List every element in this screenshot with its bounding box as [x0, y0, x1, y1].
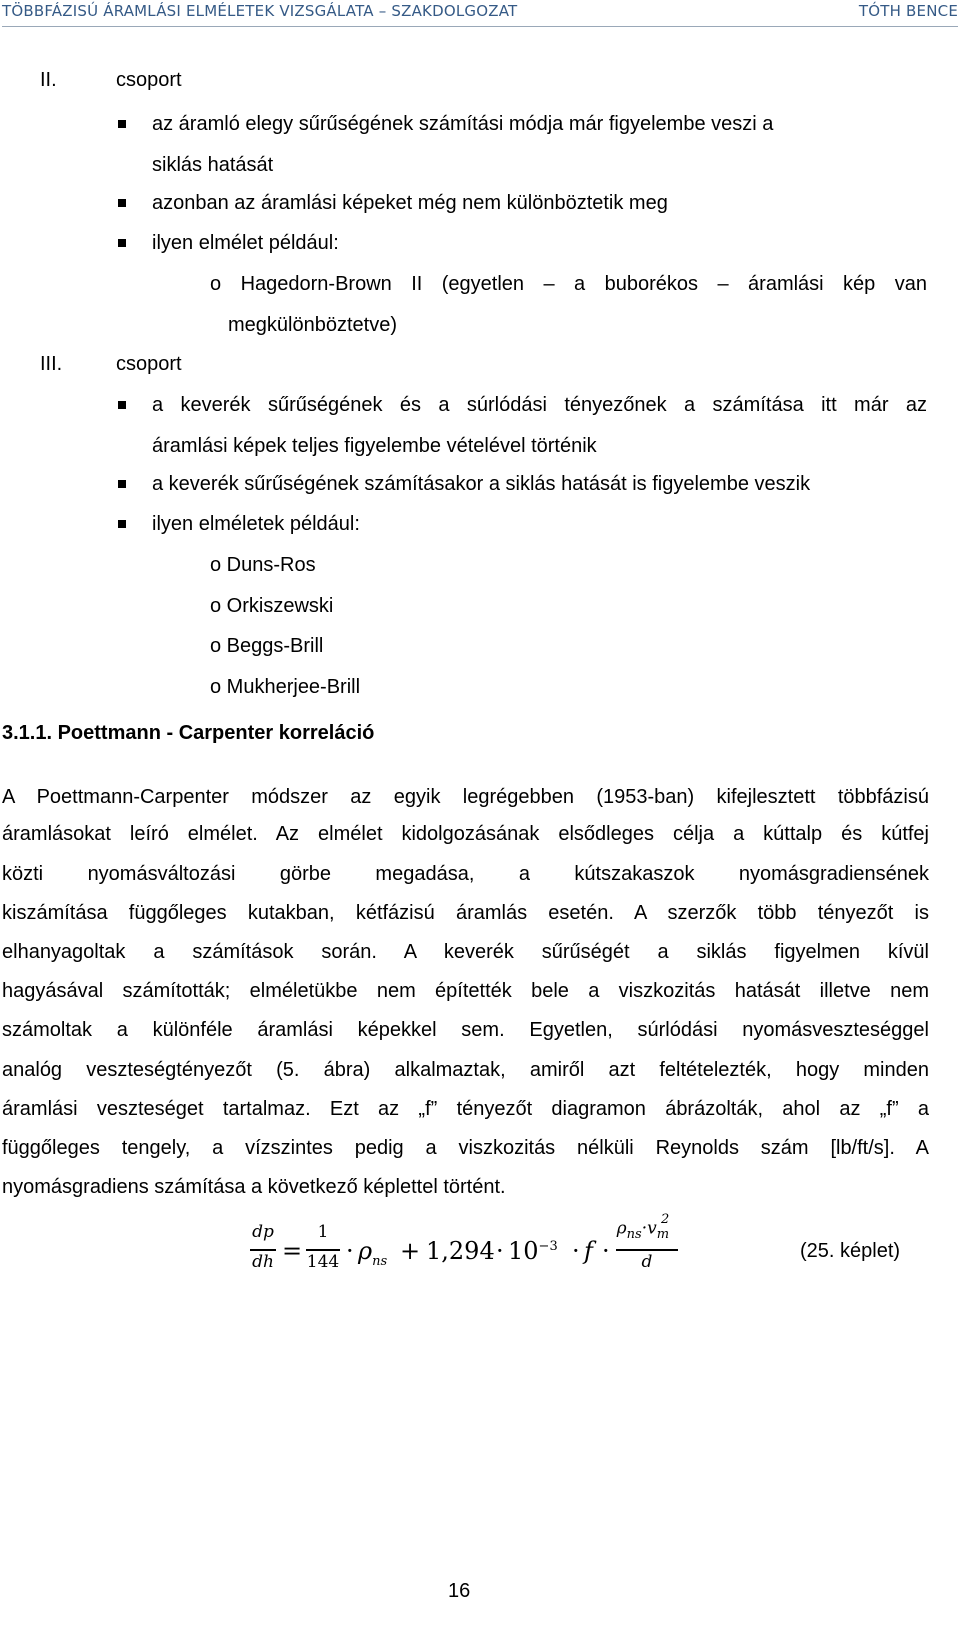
paragraph-line: áramlási veszteséget tartalmaz. Ezt az „f” tényezőt diagramon ábrázolták, ahol az „f” a [2, 1098, 929, 1120]
bullet-marker [118, 520, 126, 528]
coefficient: 1,294 [426, 1237, 495, 1265]
lhs-numerator: dp [252, 1222, 274, 1242]
group-2-bullet-1: az áramló elegy sűrűségének számítási módja már figyelembe veszi a [152, 113, 774, 135]
lhs-denominator: dh [252, 1252, 274, 1272]
dot-operator: · [602, 1237, 610, 1265]
velocity-exponent: 2 [661, 1212, 670, 1227]
rho-symbol [358, 1237, 387, 1269]
group-2-subitem-1-cont: megkülönböztetve) [228, 314, 397, 336]
dot-operator: · [346, 1237, 354, 1265]
group-2-numeral: II. [40, 69, 57, 91]
group-2-bullet-1-cont: siklás hatását [152, 154, 274, 176]
paragraph-line: A Poettmann-Carpenter módszer az egyik legrégebben (1953-ban) kifejlesztett többfázisú [2, 786, 929, 808]
group-3-numeral: III. [40, 353, 63, 375]
group-3-bullet-1: a keverék sűrűségének és a súrlódási tényezőnek a számítása itt már az [152, 394, 927, 416]
header-title: TÖBBFÁZISÚ ÁRAMLÁSI ELMÉLETEK VIZSGÁLATA – SZAKDOLGOZAT [2, 2, 518, 20]
group-3-subitem-1: o Duns-Ros [210, 554, 316, 576]
bullet-marker [118, 401, 126, 409]
paragraph-line: hagyásával számították; elméletükbe nem építették bele a viszkozitás hatását illetve nem [2, 980, 929, 1002]
friction-factor: f [584, 1237, 593, 1265]
paragraph-line: analóg veszteségtényezőt (5. ábra) alkalmaztak, amiről azt feltételezték, hogy minden [2, 1059, 929, 1081]
velocity: v [647, 1218, 657, 1239]
power-of-ten [508, 1237, 558, 1265]
dot-operator: · [572, 1237, 580, 1265]
group-3-bullet-2: a keverék sűrűségének számításakor a siklás hatását is figyelembe veszik [152, 473, 811, 495]
bullet-marker [118, 239, 126, 247]
group-3-bullet-1-cont: áramlási képek teljes figyelembe vételével történik [152, 435, 597, 457]
group-2-bullet-3: ilyen elmélet például: [152, 232, 339, 254]
page-number: 16 [448, 1580, 471, 1602]
fraction-bar [616, 1249, 678, 1251]
exponent: −3 [538, 1239, 558, 1254]
section-heading: 3.1.1. Poettmann - Carpenter korreláció [2, 722, 375, 744]
velocity-subscript: m [656, 1227, 670, 1243]
header-author: TÓTH BENCE [858, 2, 958, 20]
dot-operator: · [641, 1218, 648, 1239]
paragraph-line: közti nyomásváltozási görbe megadása, a kútszakaszok nyomásgradiensének [2, 863, 929, 885]
group-2-subitem-1: o Hagedorn-Brown II (egyetlen – a buborékos – áramlási kép van [210, 273, 927, 295]
bullet-marker [118, 120, 126, 128]
paragraph-line: kiszámítása függőleges kutakban, kétfázisú áramlás esetén. A szerzők több tényezőt is [2, 902, 929, 924]
rho-subscript: ns [372, 1253, 388, 1269]
paragraph-line: elhanyagoltak a számítások során. A keverék sűrűségét a siklás figyelmen kívül [2, 941, 929, 963]
paragraph-line: függőleges tengely, a vízszintes pedig a viszkozitás nélküli Reynolds szám [lb/ft/s]. A [2, 1137, 929, 1159]
ten: 10 [508, 1237, 539, 1265]
fraction-bar [306, 1249, 340, 1251]
constant-numerator: 1 [317, 1222, 329, 1242]
bullet-marker [118, 199, 126, 207]
paragraph-line: számoltak a különféle áramlási képekkel sem. Egyetlen, súrlódási nyomásveszteséggel [2, 1019, 929, 1041]
equals-sign: = [282, 1237, 303, 1265]
rho: ρ [358, 1237, 373, 1265]
group-2-bullet-2: azonban az áramlási képeket még nem különböztetik meg [152, 192, 668, 214]
group-2-title: csoport [116, 69, 182, 91]
velocity-numerator [616, 1212, 678, 1243]
plus-sign: + [400, 1237, 421, 1265]
rho-subscript: ns [626, 1227, 642, 1243]
paragraph-line: áramlásokat leíró elmélet. Az elmélet kidolgozásának elsődleges célja a kúttalp és kútfej [2, 823, 929, 845]
group-3-subitem-2: o Orkiszewski [210, 595, 334, 617]
velocity-denominator: d [641, 1252, 653, 1272]
group-3-bullet-3: ilyen elméletek például: [152, 513, 360, 535]
paragraph-line: nyomásgradiens számítása a következő képlettel történt. [2, 1176, 506, 1198]
equation-label: (25. képlet) [800, 1240, 901, 1262]
group-3-title: csoport [116, 353, 182, 375]
group-3-subitem-4: o Mukherjee-Brill [210, 676, 361, 698]
bullet-marker [118, 480, 126, 488]
constant-denominator: 144 [306, 1252, 340, 1272]
group-3-subitem-3: o Beggs-Brill [210, 635, 324, 657]
running-header [2, 0, 958, 27]
fraction-bar [250, 1249, 276, 1251]
rho: ρ [616, 1218, 627, 1239]
dot-operator: · [496, 1237, 504, 1265]
